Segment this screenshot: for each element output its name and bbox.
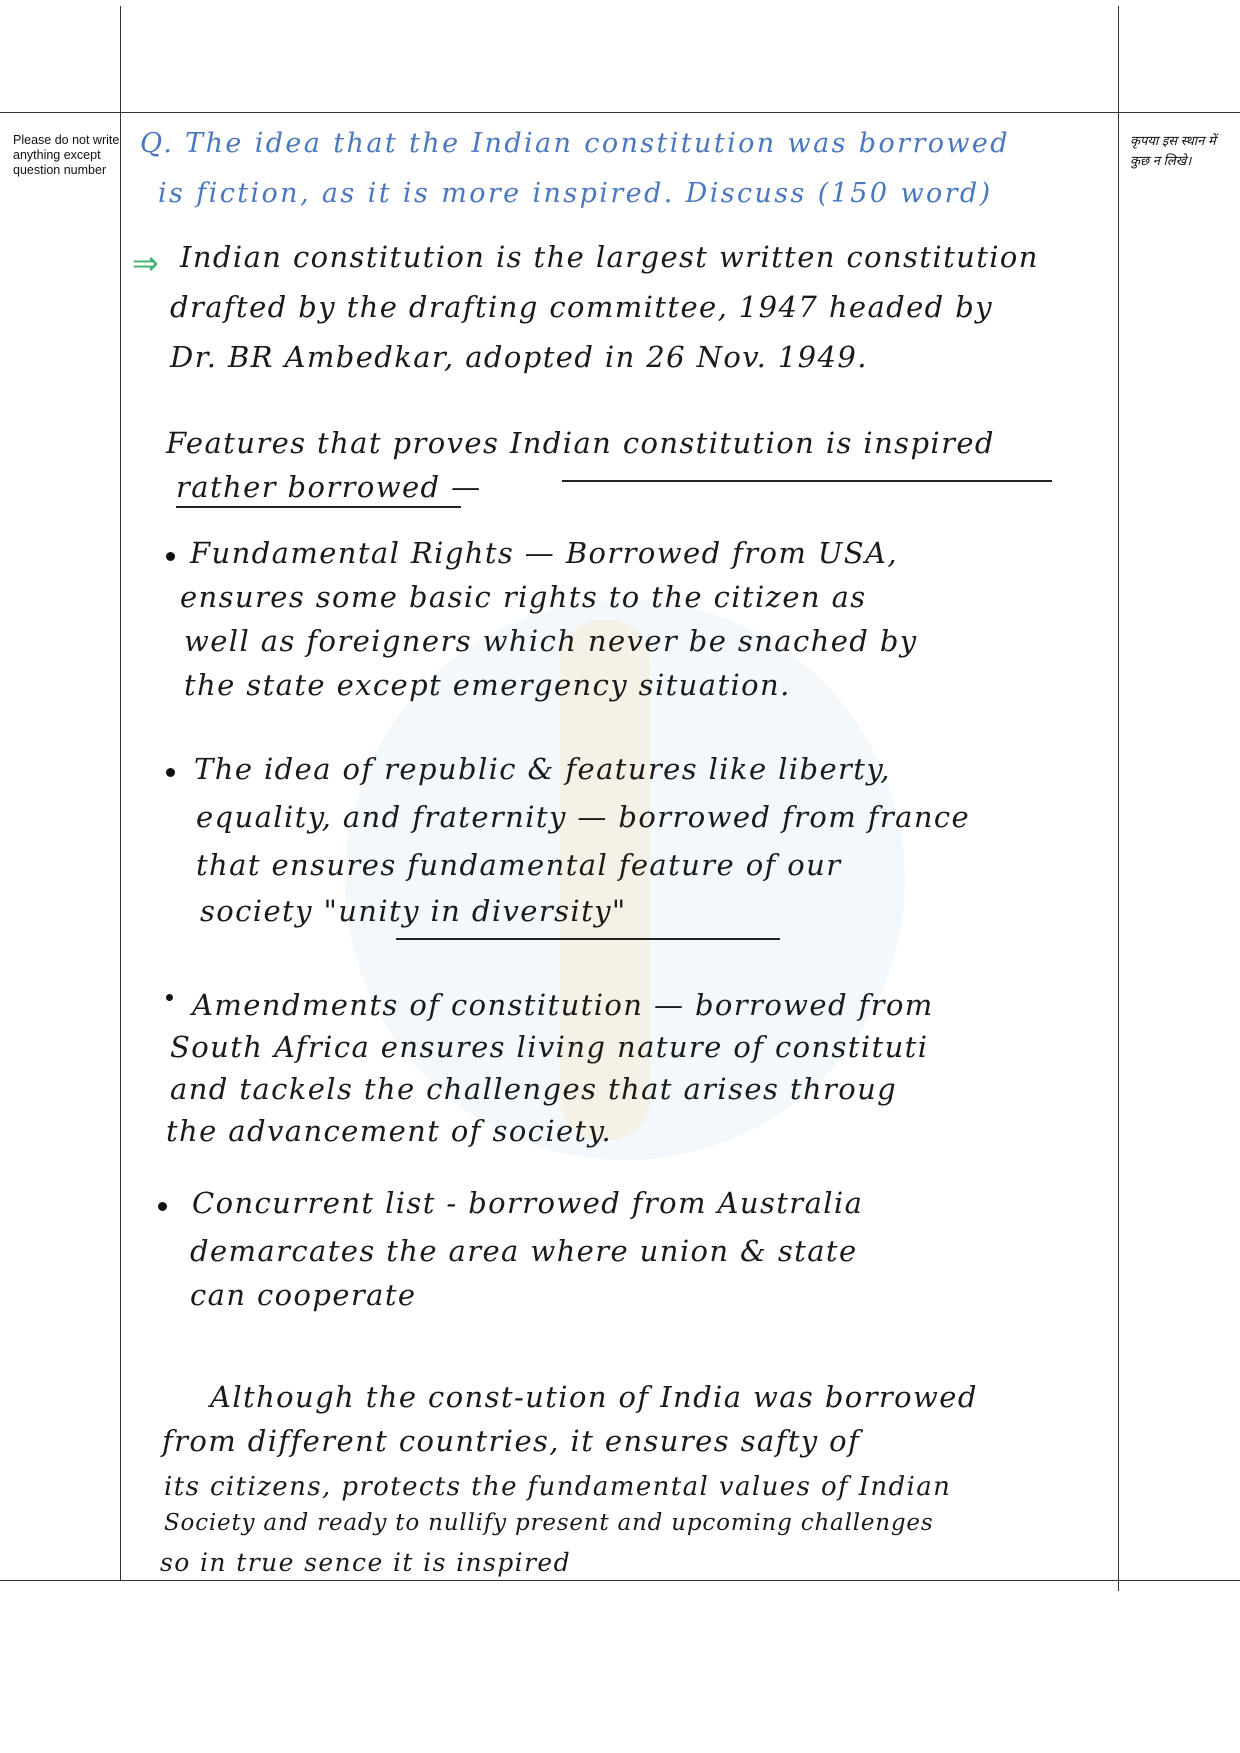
point-1-line-2: ensures some basic rights to the citizen as <box>180 580 867 614</box>
point-1-line-1: Fundamental Rights — Borrowed from USA, <box>190 536 898 570</box>
heading-underline-1 <box>562 480 1052 482</box>
bullet-point-2 <box>166 768 175 777</box>
heading-underline-2 <box>176 506 461 508</box>
conclusion-line-1: Although the const-ution of India was borrowed <box>210 1380 978 1414</box>
conclusion-line-5: so in true sence it is inspired <box>160 1548 572 1577</box>
point-1-line-3: well as foreigners which never be snached by <box>184 624 918 658</box>
point-4-line-3: can cooperate <box>190 1278 417 1312</box>
left-margin-instruction: Please do not write anything except question number <box>13 133 120 177</box>
conclusion-line-4: Society and ready to nullify present and upcoming challenges <box>164 1510 934 1536</box>
bottom-rule <box>0 1580 1240 1581</box>
arrow-icon: ⇒ <box>132 244 159 282</box>
right-margin-rule <box>1118 6 1119 1591</box>
bullet-point-1 <box>166 552 175 561</box>
point-2-line-3: that ensures fundamental feature of our <box>196 848 842 882</box>
bullet-point-3 <box>166 994 173 1001</box>
point-4-line-2: demarcates the area where union & state <box>190 1234 858 1268</box>
features-heading-line-1: Features that proves Indian constitution is inspired <box>166 426 995 460</box>
intro-line-1: Indian constitution is the largest written constitution <box>180 240 1039 274</box>
intro-line-3: Dr. BR Ambedkar, adopted in 26 Nov. 1949. <box>170 340 868 374</box>
features-heading-line-2: rather borrowed — <box>176 470 482 504</box>
intro-line-2: drafted by the drafting committee, 1947 headed by <box>170 290 994 324</box>
bullet-point-4 <box>158 1202 167 1211</box>
point-2-line-4: society "unity in diversity" <box>200 894 627 928</box>
point-2-line-1: The idea of republic & features like liberty, <box>194 752 891 786</box>
point-3-line-1: Amendments of constitution — borrowed from <box>192 988 934 1022</box>
point-4-line-1: Concurrent list - borrowed from Australia <box>192 1186 864 1220</box>
top-rule <box>0 112 1240 113</box>
unity-in-diversity-underline <box>396 938 780 940</box>
question-line-1: Q. The idea that the Indian constitution was borrowed <box>140 128 1010 159</box>
point-1-line-4: the state except emergency situation. <box>184 668 791 702</box>
conclusion-line-3: its citizens, protects the fundamental values of Indian <box>164 1472 952 1502</box>
right-margin-instruction: कृपया इस स्थान में कुछ न लिखे। <box>1130 133 1216 168</box>
point-3-line-4: the advancement of society. <box>166 1114 613 1148</box>
point-3-line-3: and tackels the challenges that arises throug <box>170 1072 898 1106</box>
point-2-line-2: equality, and fraternity — borrowed from france <box>196 800 971 834</box>
left-margin-rule <box>120 6 121 1581</box>
point-3-line-2: South Africa ensures living nature of constituti <box>170 1030 929 1064</box>
conclusion-line-2: from different countries, it ensures safty of <box>162 1424 861 1458</box>
question-line-2: is fiction, as it is more inspired. Discuss (150 word) <box>158 178 993 209</box>
